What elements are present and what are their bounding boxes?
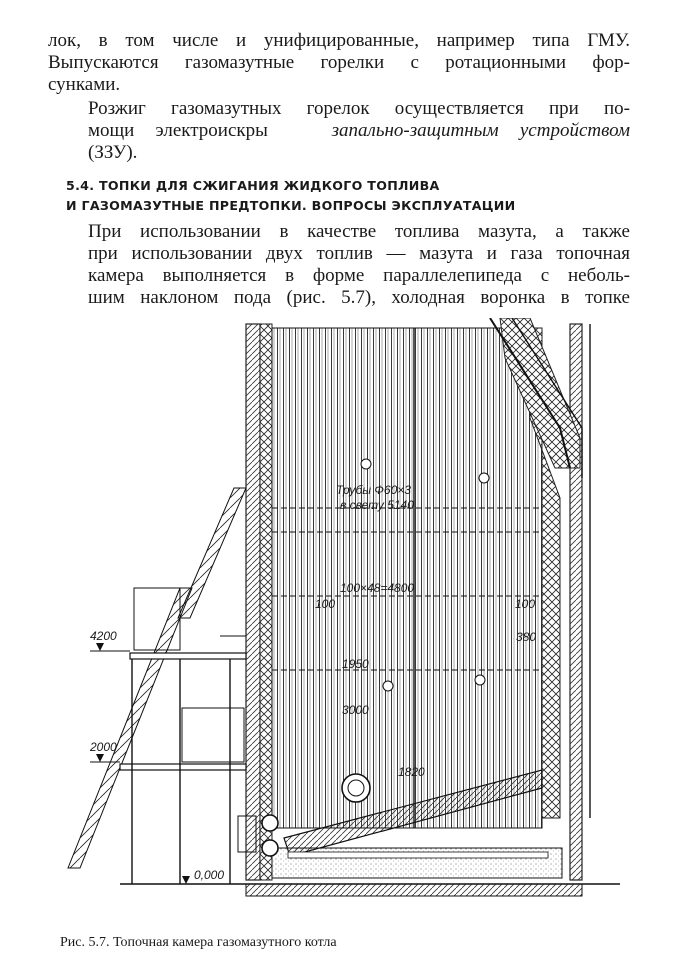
paragraph-intro-line-3: сунками. [48, 74, 121, 95]
label-left-pitch: 100 [315, 597, 336, 611]
label-height-1820: 1820 [398, 765, 425, 779]
label-tube-spacing: 100×48=4800 [340, 581, 415, 595]
label-pipes-line-2: в свету 5140 [340, 498, 414, 512]
label-pipes-line-1: Трубы Ф60×3 [336, 483, 411, 497]
label-right-pitch: 100 [515, 597, 536, 611]
furnace-drawing-figure [60, 318, 640, 928]
foundation [246, 884, 582, 896]
label-width-1950: 1950 [342, 657, 369, 671]
hearth-plate [288, 852, 548, 858]
paragraph-ignition [48, 98, 630, 164]
level-marker-4200 [90, 643, 130, 651]
paragraph-furnace [48, 221, 630, 309]
section-heading-line-1: 5.4. ТОПКИ ДЛЯ СЖИГАНИЯ ЖИДКОГО ТОПЛИВА [66, 178, 440, 193]
left-casing-wall [246, 324, 260, 880]
paragraph-ignition-line-2 [48, 120, 630, 142]
paragraph-intro [48, 30, 630, 96]
paragraph-furnace-line-1: При использовании в качестве топлива мазута, а также [88, 221, 630, 242]
paragraph-intro-line-2: Выпускаются газомазутные горелки с ротационными фор- [48, 52, 630, 73]
right-casing-wall [570, 324, 582, 880]
paragraph-ignition-emphasis: запально-защитным устройством [331, 120, 630, 141]
platform-upper [130, 653, 246, 659]
paragraph-furnace-line-4: шим наклоном пода (рис. 5.7), холодная воронка в топке [88, 287, 630, 308]
paragraph-intro-line-1: лок, в том числе и унифицированные, например типа ГМУ. [48, 30, 630, 51]
section-heading [66, 176, 626, 216]
paragraph-ignition-line-3: (ЗЗУ). [88, 142, 138, 163]
tube-screen [272, 328, 542, 828]
paragraph-ignition-line-1: Розжиг газомазутных горелок осуществляется при по- [88, 98, 630, 119]
label-right-depth: 380 [516, 630, 537, 644]
label-height-3000: 3000 [342, 703, 369, 717]
platform-lower [120, 764, 246, 770]
figure-caption: Рис. 5.7. Топочная камера газомазутного котла [60, 935, 337, 950]
label-level-0: 0,000 [194, 868, 225, 882]
section-heading-line-2: И ГАЗОМАЗУТНЫЕ ПРЕДТОПКИ. ВОПРОСЫ ЭКСПЛУАТАЦИИ [66, 198, 516, 213]
left-lining [260, 324, 272, 880]
paragraph-furnace-line-2: при использовании двух топлив — мазута и газа топочная [88, 243, 630, 264]
stairs-structure [68, 488, 246, 884]
furnace-drawing [60, 318, 640, 928]
paragraph-furnace-line-3: камера выполняется в форме параллелепипеда с неболь- [88, 265, 630, 286]
paragraph-ignition-text: мощи электроискры [88, 120, 268, 141]
label-level-4200: 4200 [90, 629, 117, 643]
label-level-2000: 2000 [90, 740, 117, 754]
burner-icon [342, 774, 370, 802]
